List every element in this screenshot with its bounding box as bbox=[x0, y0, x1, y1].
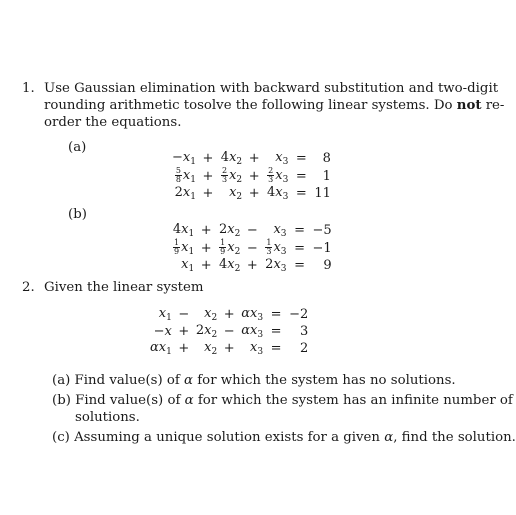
system-1a-row-3: $2x_1$ + $x_2$ + $4x_3$ = 11 bbox=[174, 185, 331, 202]
alpha-symbol: α bbox=[184, 393, 194, 408]
system-1a-row-2: $\frac{5}{8}$ $x_1$ + $\frac{2}{3}$ $x_2$ + $\frac{2}{3}$ $x_3$ = 1 bbox=[175, 166, 331, 185]
part-c-text: Assuming a unique solution exists for a given bbox=[74, 430, 380, 445]
system-2-row-1: $x_1$ − $x_2$ + $\alpha x_3$ = −2 bbox=[158, 306, 309, 323]
system-2-row-2: −x + $2x_2$ − $\alpha x_3$ = 3 bbox=[153, 323, 309, 340]
problem-1-line-2-end: re- bbox=[485, 98, 505, 113]
part-c-text-2: , find the solution. bbox=[393, 430, 516, 445]
alpha-symbol: α bbox=[184, 373, 194, 388]
problem-1-emphasis: not bbox=[456, 98, 482, 113]
alpha-symbol: α bbox=[384, 430, 394, 445]
system-1b-row-2: $\frac{1}{9}$ $x_1$ + $\frac{1}{9}$ $x_2$ − $\frac{1}{3}$ $x_3$ = −1 bbox=[174, 238, 332, 257]
problem-2-part-b bbox=[52, 392, 513, 409]
part-a-label: (a) bbox=[52, 373, 71, 388]
part-b-label: (b) bbox=[52, 393, 71, 408]
problem-2-part-b-cont: solutions. bbox=[75, 410, 140, 425]
problem-1-part-a-label: (a) bbox=[68, 140, 87, 155]
problem-2-part-a bbox=[52, 372, 456, 389]
system-1b bbox=[172, 222, 332, 274]
problem-1-number: 1. bbox=[22, 81, 35, 96]
system-2-row-3: $\alpha x_1$ + $x_2$ + $x_3$ = 2 bbox=[150, 340, 309, 357]
part-a-text-2: for which the system has no solutions. bbox=[197, 373, 456, 388]
problem-1-line-2-text: rounding arithmetic tosolve the following linear systems. Do bbox=[44, 98, 453, 113]
system-1b-row-3: $x_1$ + $4x_2$ + $2x_3$ = 9 bbox=[181, 257, 332, 274]
problem-1-line-1: Use Gaussian elimination with backward substitution and two-digit bbox=[44, 81, 499, 96]
part-a-text: Find value(s) of bbox=[74, 373, 180, 388]
problem-2-number: 2. bbox=[22, 280, 35, 295]
problem-2-part-c bbox=[52, 429, 516, 446]
problem-2-intro: Given the linear system bbox=[44, 280, 204, 295]
system-1a-row-1: $-x_1$ + $4x_2$ + $x_3$ = 8 bbox=[172, 150, 331, 167]
part-c-label: (c) bbox=[52, 430, 70, 445]
problem-1-line-3: order the equations. bbox=[44, 115, 182, 130]
system-1a bbox=[172, 150, 331, 202]
part-b-text-2: for which the system has an infinite number of bbox=[197, 393, 513, 408]
system-1b-row-1: $4x_1$ + $2x_2$ − $x_3$ = −5 bbox=[172, 222, 332, 239]
problem-1-line-2 bbox=[44, 97, 504, 114]
part-b-text: Find value(s) of bbox=[75, 393, 181, 408]
problem-1-part-b-label: (b) bbox=[68, 207, 87, 222]
system-2 bbox=[150, 306, 308, 357]
